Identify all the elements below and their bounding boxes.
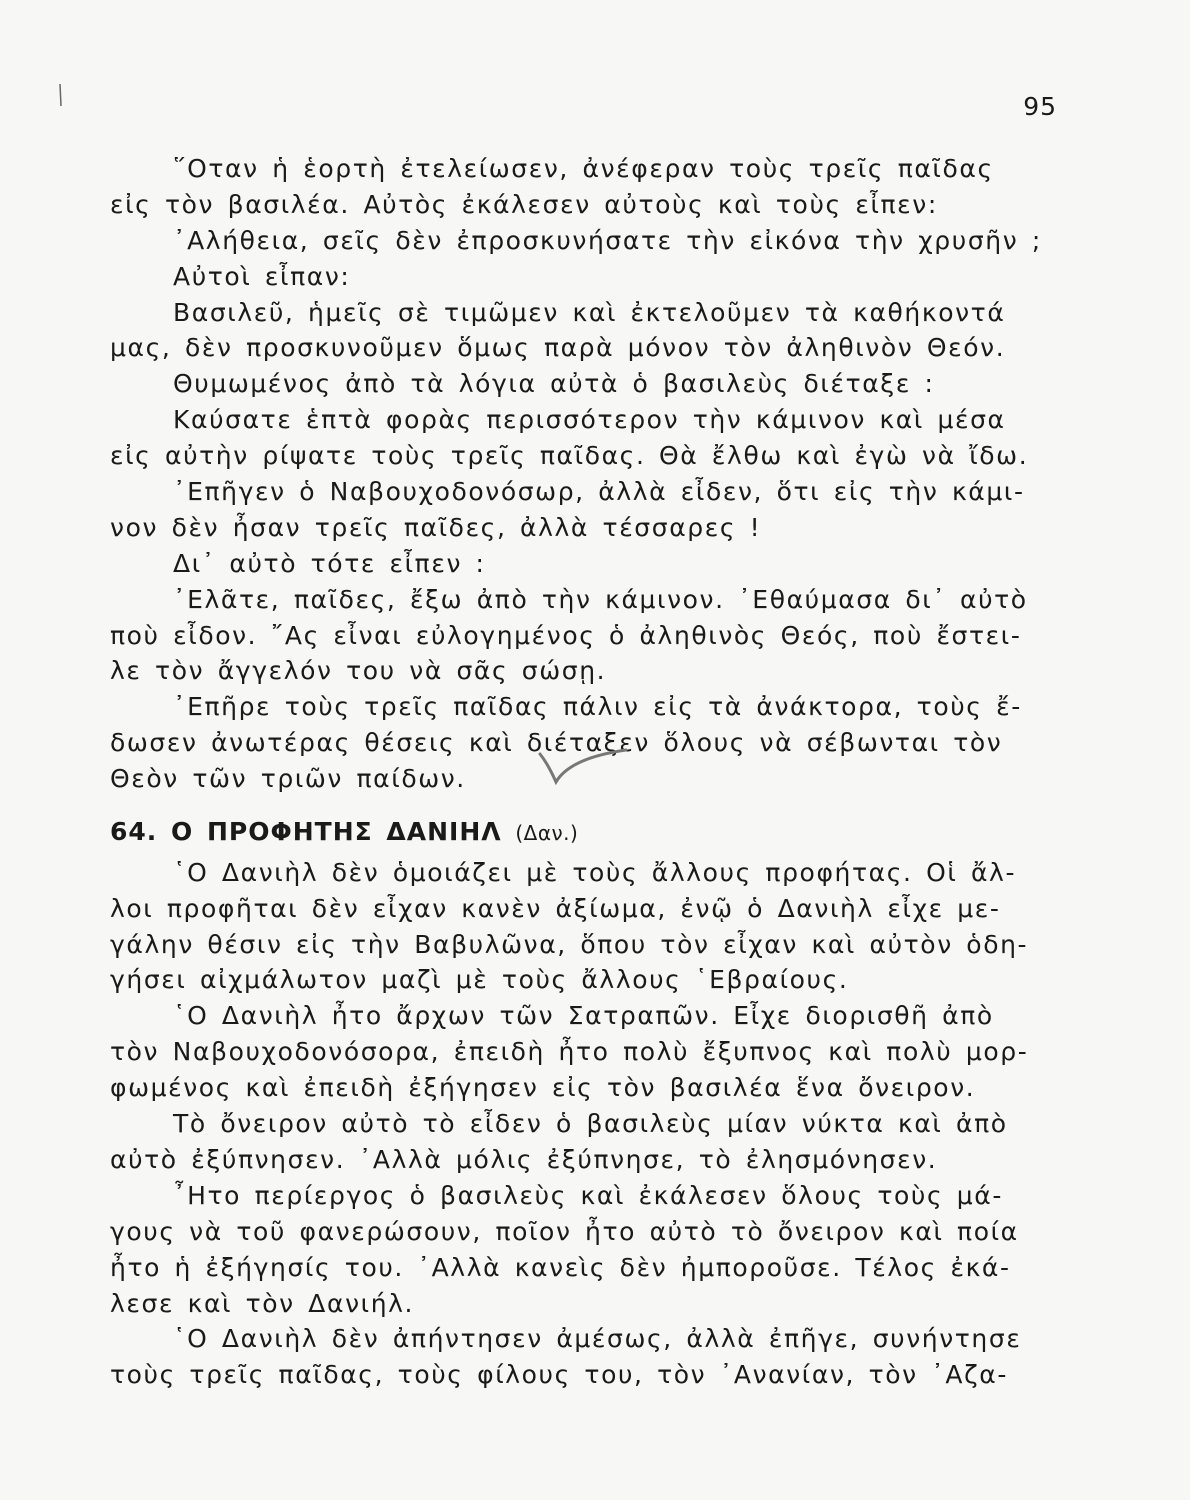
text-line: λοι προφῆται δὲν εἶχαν κανὲν ἀξίωμα, ἐνῷ ὁ Δανιὴλ εἶχε με- (110, 894, 1001, 923)
text-line: ῾Ο Δανιὴλ δὲν ἀπήντησεν ἀμέσως, ἀλλὰ ἐπῆγε, συνήντησε (173, 1324, 1022, 1353)
text-line: Καύσατε ἑπτὰ φορὰς περισσότερον τὴν κάμινον καὶ μέσα (173, 405, 1006, 434)
handwritten-check-mark (538, 742, 628, 791)
text-line: ῾Ο Δανιὴλ ἦτο ἄρχων τῶν Σατραπῶν. Εἶχε διορισθῆ ἀπὸ (173, 1001, 994, 1030)
section-title: Ο ΠΡΟΦΗΤΗΣ ΔΑΝΙΗΛ (171, 817, 502, 846)
text-line: Θυμωμένος ἀπὸ τὰ λόγια αὐτὰ ὁ βασιλεὺς διέταξε : (173, 369, 935, 398)
text-line: Δι᾿ αὐτὸ τότε εἶπεν : (173, 549, 486, 578)
text-line: Αὐτοὶ εἶπαν: (173, 262, 351, 291)
margin-mark (58, 84, 63, 108)
text-line: αὐτὸ ἐξύπνησεν. ᾿Αλλὰ μόλις ἐξύπνησε, τὸ ἐλησμόνησεν. (110, 1145, 938, 1174)
text-line: ᾿Αλήθεια, σεῖς δὲν ἐπροσκυνήσατε τὴν εἰκόνα τὴν χρυσῆν ; (173, 226, 1042, 255)
section-reference: (Δαν.) (515, 821, 579, 845)
text-line: γήσει αἰχμάλωτον μαζὶ μὲ τοὺς ἄλλους ῾Εβραίους. (110, 965, 849, 994)
text-line: λε τὸν ἄγγελόν του νὰ σᾶς σώσῃ. (110, 656, 607, 685)
section-number: 64. (110, 817, 158, 846)
text-line: φωμένος καὶ ἐπειδὴ ἐξήγησεν εἰς τὸν βασιλέα ἕνα ὄνειρον. (110, 1073, 976, 1102)
text-line: εἰς τὸν βασιλέα. Αὐτὸς ἐκάλεσεν αὐτοὺς καὶ τοὺς εἶπεν: (110, 190, 938, 219)
text-line: ῞Οταν ἡ ἑορτὴ ἐτελείωσεν, ἀνέφεραν τοὺς τρεῖς παῖδας (173, 154, 994, 183)
page-number: 95 (1023, 92, 1057, 121)
section-heading (110, 815, 1060, 849)
text-line: γάλην θέσιν εἰς τὴν Βαβυλῶνα, ὅπου τὸν εἶχαν καὶ αὐτὸν ὁδη- (110, 930, 1029, 959)
text-line: εἰς αὐτὴν ρίψατε τοὺς τρεῖς παῖδας. Θὰ ἔλθω καὶ ἐγὼ νὰ ἴδω. (110, 441, 1029, 470)
text-line: τὸν Ναβουχοδονόσορα, ἐπειδὴ ἦτο πολὺ ἔξυπνος καὶ πολὺ μορ- (110, 1037, 1029, 1066)
text-line: Θεὸν τῶν τριῶν παίδων. (110, 764, 466, 793)
text-line: τοὺς τρεῖς παῖδας, τοὺς φίλους του, τὸν ᾿Ανανίαν, τὸν ᾿Αζα- (110, 1360, 1008, 1389)
text-line: δωσεν ἀνωτέρας θέσεις καὶ διέταξεν ὅλους νὰ σέβωνται τὸν (110, 728, 1003, 757)
text-line: ῾Ο Δανιὴλ δὲν ὁμοιάζει μὲ τοὺς ἄλλους προφήτας. Οἱ ἄλ- (173, 858, 1017, 887)
text-line: γους νὰ τοῦ φανερώσουν, ποῖον ἦτο αὐτὸ τὸ ὄνειρον καὶ ποία (110, 1217, 1019, 1246)
text-line: ποὺ εἶδον. ῎Ας εἶναι εὐλογημένος ὁ ἀληθινὸς Θεός, ποὺ ἔστει- (110, 621, 1022, 650)
text-line: ᾿Ελᾶτε, παῖδες, ἔξω ἀπὸ τὴν κάμινον. ᾿Εθαύμασα δι᾿ αὐτὸ (173, 585, 1028, 614)
text-line: νον δὲν ἦσαν τρεῖς παῖδες, ἀλλὰ τέσσαρες ! (110, 513, 762, 542)
text-line: μας, δὲν προσκυνοῦμεν ὅμως παρὰ μόνον τὸν ἀληθινὸν Θεόν. (110, 333, 1006, 362)
text-line: ῏Ητο περίεργος ὁ βασιλεὺς καὶ ἐκάλεσεν ὅλους τοὺς μά- (173, 1181, 1003, 1210)
text-line: Βασιλεῦ, ἡμεῖς σὲ τιμῶμεν καὶ ἐκτελοῦμεν τὰ καθήκοντά (173, 298, 1006, 327)
text-line: Τὸ ὄνειρον αὐτὸ τὸ εἶδεν ὁ βασιλεὺς μίαν νύκτα καὶ ἀπὸ (173, 1109, 1008, 1138)
text-line: λεσε καὶ τὸν Δανιήλ. (110, 1289, 415, 1318)
text-line: ᾿Επῆγεν ὁ Ναβουχοδονόσωρ, ἀλλὰ εἶδεν, ὅτι εἰς τὴν κάμι- (173, 477, 1025, 506)
text-line: ᾿Επῆρε τοὺς τρεῖς παῖδας πάλιν εἰς τὰ ἀνάκτορα, τοὺς ἔ- (173, 692, 1022, 721)
text-line: ἦτο ἡ ἐξήγησίς του. ᾿Αλλὰ κανεὶς δὲν ἠμποροῦσε. Τέλος ἐκά- (110, 1253, 1011, 1282)
